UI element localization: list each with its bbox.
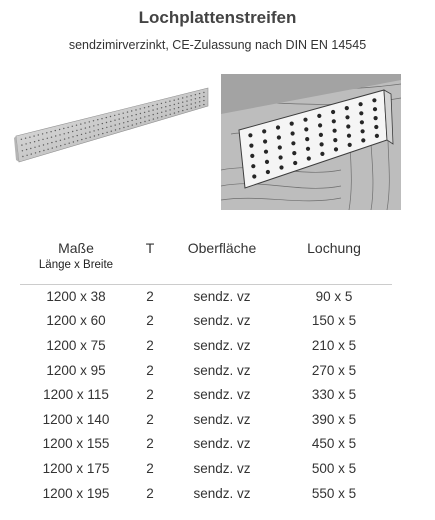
strip-hole: [157, 117, 158, 118]
strip-hole: [47, 138, 48, 139]
strip-hole: [135, 109, 136, 110]
strip-hole: [110, 121, 111, 122]
plate-hole: [347, 134, 351, 138]
table-row: [20, 358, 392, 383]
strip-hole: [165, 115, 166, 116]
cell-thickness: 2: [146, 436, 154, 452]
strip-hole: [144, 116, 145, 117]
strip-hole: [114, 120, 115, 121]
strip-hole: [148, 106, 149, 107]
strip-hole: [110, 126, 111, 127]
plate-hole: [266, 170, 270, 174]
plate-hole: [346, 124, 350, 128]
strip-hole: [22, 156, 23, 157]
strip-hole: [157, 108, 158, 109]
strip-hole: [22, 150, 23, 151]
cell-thickness: 2: [146, 289, 154, 305]
strip-hole: [178, 107, 179, 108]
plate-hole: [276, 125, 280, 129]
strip-hole: [85, 138, 86, 139]
cell-holes: 150 x 5: [311, 313, 357, 329]
plate-hole: [278, 145, 282, 149]
cell-size: 1200 x 195: [42, 485, 110, 501]
plate-hole: [262, 129, 266, 133]
strip-hole: [161, 116, 162, 117]
plate-hole: [359, 111, 363, 115]
plate-hole: [333, 138, 337, 142]
table-row: [20, 333, 392, 358]
strip-hole: [169, 109, 170, 110]
strip-hole: [85, 127, 86, 128]
plate-hole: [249, 144, 253, 148]
strip-hole: [127, 116, 128, 117]
plate-hole: [306, 147, 310, 151]
strip-hole: [106, 132, 107, 133]
strip-hole: [77, 140, 78, 141]
strip-hole: [21, 139, 22, 140]
plate-hole: [333, 129, 337, 133]
plate-hole: [250, 154, 254, 158]
cell-surface: sendz. vz: [193, 387, 251, 403]
strip-hole: [64, 144, 65, 145]
strip-hole: [149, 120, 150, 121]
table-row: [20, 309, 392, 334]
strip-hole: [51, 137, 52, 138]
strip-hole: [190, 95, 191, 96]
cell-surface: sendz. vz: [193, 436, 251, 452]
plate-hole: [248, 133, 252, 137]
strip-hole: [97, 124, 98, 125]
strip-hole: [127, 121, 128, 122]
strip-hole: [195, 102, 196, 103]
strip-hole: [68, 132, 69, 133]
plate-hole: [291, 131, 295, 135]
strip-hole: [182, 110, 183, 111]
strip-hole: [178, 103, 179, 104]
cell-holes: 550 x 5: [311, 485, 357, 501]
strip-hole: [42, 133, 43, 134]
strip-hole: [43, 150, 44, 151]
strip-hole: [72, 126, 73, 127]
strip-hole: [73, 141, 74, 142]
strip-hole: [203, 104, 204, 105]
column-header-surface: Oberfläche: [187, 240, 257, 256]
strip-hole: [89, 131, 90, 132]
cell-thickness: 2: [146, 337, 154, 353]
strip-hole: [153, 114, 154, 115]
strip-hole: [102, 123, 103, 124]
strip-hole: [169, 105, 170, 106]
strip-hole: [127, 111, 128, 112]
strip-hole: [115, 124, 116, 125]
strip-hole: [174, 104, 175, 105]
strip-hole: [174, 108, 175, 109]
strip-hole: [186, 96, 187, 97]
cell-surface: sendz. vz: [193, 337, 251, 353]
strip-hole: [42, 139, 43, 140]
cell-holes: 270 x 5: [311, 362, 357, 378]
strip-hole: [60, 140, 61, 141]
strip-hole: [50, 131, 51, 132]
strip-hole: [165, 106, 166, 107]
strip-hole: [152, 105, 153, 106]
strip-hole: [195, 106, 196, 107]
strip-hole: [178, 98, 179, 99]
strip-hole: [35, 152, 36, 153]
cell-size: 1200 x 155: [42, 436, 110, 452]
cell-surface: sendz. vz: [193, 289, 251, 305]
strip-hole: [165, 102, 166, 103]
strip-hole: [102, 128, 103, 129]
strip-hole: [68, 137, 69, 138]
cell-holes: 390 x 5: [311, 411, 357, 427]
cell-surface: sendz. vz: [193, 411, 251, 427]
strip-hole: [38, 140, 39, 141]
strip-hole: [140, 113, 141, 114]
strip-hole: [169, 101, 170, 102]
strip-hole: [81, 139, 82, 140]
strip-hole: [170, 114, 171, 115]
strip-hole: [191, 99, 192, 100]
strip-hole: [33, 135, 34, 136]
strip-hole: [81, 134, 82, 135]
column-header-size-label: Maße: [58, 240, 94, 256]
cell-surface: sendz. vz: [193, 460, 251, 476]
strip-hole: [115, 129, 116, 130]
strip-hole: [52, 147, 53, 148]
strip-hole: [106, 117, 107, 118]
strip-hole: [84, 122, 85, 123]
plate-hole: [291, 141, 295, 145]
strip-hole: [89, 121, 90, 122]
strip-hole: [157, 104, 158, 105]
column-header-holes: Lochung: [307, 240, 361, 256]
strip-hole: [186, 100, 187, 101]
strip-hole: [131, 115, 132, 116]
strip-hole: [144, 112, 145, 113]
strip-hole: [63, 128, 64, 129]
strip-hole: [119, 128, 120, 129]
cell-holes: 210 x 5: [311, 337, 357, 353]
strip-hole: [64, 133, 65, 134]
cell-size: 1200 x 75: [46, 337, 106, 353]
cell-holes: 450 x 5: [311, 436, 357, 452]
strip-hole: [119, 123, 120, 124]
strip-hole: [174, 100, 175, 101]
strip-hole: [69, 143, 70, 144]
plate-hole: [279, 165, 283, 169]
strip-hole: [123, 117, 124, 118]
strip-hole: [76, 125, 77, 126]
cell-size: 1200 x 60: [46, 313, 106, 329]
strip-hole: [123, 113, 124, 114]
strip-hole: [39, 151, 40, 152]
plate-hole: [345, 115, 349, 119]
strip-hole: [30, 148, 31, 149]
cell-holes: 500 x 5: [311, 460, 357, 476]
cell-thickness: 2: [146, 362, 154, 378]
strip-hole: [93, 120, 94, 121]
strip-hole: [157, 113, 158, 114]
strip-hole: [195, 98, 196, 99]
cell-holes: 330 x 5: [311, 387, 357, 403]
plate-hole: [251, 164, 255, 168]
strip-hole: [127, 126, 128, 127]
strip-hole: [67, 127, 68, 128]
strip-hole: [60, 145, 61, 146]
product-table: [20, 236, 392, 505]
cell-thickness: 2: [146, 313, 154, 329]
strip-hole: [30, 142, 31, 143]
strip-hole: [182, 97, 183, 98]
plate-hole: [265, 160, 269, 164]
strip-hole: [25, 138, 26, 139]
cell-holes: 90 x 5: [315, 289, 353, 305]
strip-hole: [144, 107, 145, 108]
strip-hole: [195, 94, 196, 95]
strip-hole: [26, 149, 27, 150]
strip-hole: [46, 132, 47, 133]
strip-hole: [47, 149, 48, 150]
strip-hole: [55, 141, 56, 142]
strip-hole: [102, 133, 103, 134]
page-subtitle: sendzimirverzinkt, CE-Zulassung nach DIN EN 14545: [68, 38, 367, 52]
strip-hole: [55, 135, 56, 136]
strip-hole: [31, 153, 32, 154]
strip-hole: [136, 123, 137, 124]
strip-hole: [203, 92, 204, 93]
plate-hole: [303, 118, 307, 122]
cell-size: 1200 x 140: [42, 411, 110, 427]
strip-hole: [93, 125, 94, 126]
strip-hole: [101, 118, 102, 119]
strip-hole: [203, 96, 204, 97]
strip-hole: [59, 129, 60, 130]
strip-hole: [131, 120, 132, 121]
strip-hole: [59, 134, 60, 135]
strip-hole: [25, 143, 26, 144]
strip-hole: [34, 147, 35, 148]
strip-hole: [106, 122, 107, 123]
table-row: [20, 407, 392, 432]
plate-hole: [372, 98, 376, 102]
strip-hole: [76, 130, 77, 131]
strip-hole: [182, 106, 183, 107]
plate-hole: [252, 174, 256, 178]
table-row: [20, 382, 392, 407]
cell-thickness: 2: [146, 387, 154, 403]
cell-thickness: 2: [146, 485, 154, 501]
plate-hole: [373, 107, 377, 111]
column-header-thickness: T: [145, 240, 155, 256]
table-row: [20, 456, 392, 481]
plate-hole: [345, 106, 349, 110]
plate-hole: [348, 143, 352, 147]
perforated-strip-image: [12, 80, 212, 166]
strip-hole: [110, 116, 111, 117]
strip-hole: [38, 134, 39, 135]
cell-surface: sendz. vz: [193, 485, 251, 501]
strip-hole: [161, 103, 162, 104]
strip-hole: [85, 133, 86, 134]
strip-hole: [72, 136, 73, 137]
strip-hole: [119, 118, 120, 119]
column-header-size: [20, 236, 132, 284]
strip-hole: [97, 119, 98, 120]
strip-hole: [51, 142, 52, 143]
cell-size: 1200 x 115: [43, 387, 109, 403]
plate-hole: [319, 133, 323, 137]
table-row: [20, 481, 392, 506]
plate-hole: [293, 161, 297, 165]
strip-hole: [140, 117, 141, 118]
strip-hole: [178, 111, 179, 112]
strip-hole: [55, 130, 56, 131]
strip-hole: [186, 105, 187, 106]
plate-hole: [361, 138, 365, 142]
strip-hole: [34, 141, 35, 142]
plate-hole: [334, 147, 338, 151]
strip-hole: [93, 130, 94, 131]
strip-hole: [111, 131, 112, 132]
cell-surface: sendz. vz: [193, 362, 251, 378]
strip-hole: [191, 103, 192, 104]
strip-hole: [140, 122, 141, 123]
strip-hole: [131, 110, 132, 111]
strip-hole: [123, 127, 124, 128]
strip-hole: [89, 126, 90, 127]
plate-hole: [320, 152, 324, 156]
plate-hole: [317, 114, 321, 118]
strip-hole: [191, 108, 192, 109]
strip-hole: [106, 127, 107, 128]
strip-hole: [152, 109, 153, 110]
cell-size: 1200 x 95: [46, 362, 106, 378]
plate-hole: [290, 122, 294, 126]
plate-hole: [305, 137, 309, 141]
cell-size: 1200 x 38: [46, 289, 106, 305]
strip-hole: [80, 123, 81, 124]
strip-hole: [26, 155, 27, 156]
strip-hole: [132, 124, 133, 125]
plate-hole: [320, 142, 324, 146]
table-row: [20, 284, 392, 309]
plate-hole: [374, 125, 378, 129]
strip-hole: [161, 112, 162, 113]
plate-hole: [304, 127, 308, 131]
strip-hole: [123, 122, 124, 123]
strip-hole: [148, 115, 149, 116]
strip-hole: [72, 131, 73, 132]
strip-hole: [182, 102, 183, 103]
plate-hole: [375, 134, 379, 138]
strip-hole: [199, 101, 200, 102]
strip-hole: [174, 112, 175, 113]
plate-hole: [331, 110, 335, 114]
strip-hole: [47, 143, 48, 144]
strip-hole: [148, 111, 149, 112]
page-title: Lochplattenstreifen: [138, 8, 297, 27]
strip-hole: [77, 135, 78, 136]
strip-hole: [39, 145, 40, 146]
plate-hole: [292, 151, 296, 155]
plate-hole: [264, 150, 268, 154]
strip-hole: [136, 119, 137, 120]
strip-hole: [199, 97, 200, 98]
strip-hole: [98, 134, 99, 135]
cell-thickness: 2: [146, 411, 154, 427]
column-header-size-sublabel: Länge x Breite: [38, 259, 114, 271]
strip-hole: [90, 137, 91, 138]
plate-hole: [374, 116, 378, 120]
strip-hole: [56, 146, 57, 147]
strip-hole: [114, 115, 115, 116]
strip-hole: [94, 135, 95, 136]
cell-size: 1200 x 175: [42, 460, 110, 476]
cell-thickness: 2: [146, 460, 154, 476]
plate-hole: [277, 135, 281, 139]
plate-hole: [318, 123, 322, 127]
cell-surface: sendz. vz: [193, 313, 251, 329]
plate-hole: [361, 129, 365, 133]
strip-hole: [21, 144, 22, 145]
strip-hole: [80, 129, 81, 130]
strip-hole: [136, 114, 137, 115]
strip-hole: [43, 144, 44, 145]
plate-hole: [359, 102, 363, 106]
strip-hole: [64, 138, 65, 139]
mounting-illustration: [221, 74, 401, 210]
table-row: [20, 432, 392, 457]
strip-hole: [29, 137, 30, 138]
table-header-row: [20, 236, 392, 284]
plate-hole: [279, 155, 283, 159]
strip-hole: [144, 121, 145, 122]
strip-hole: [165, 110, 166, 111]
strip-hole: [140, 108, 141, 109]
strip-hole: [199, 93, 200, 94]
plate-hole: [263, 139, 267, 143]
strip-hole: [118, 114, 119, 115]
strip-hole: [153, 118, 154, 119]
strip-hole: [186, 109, 187, 110]
plate-hole: [360, 120, 364, 124]
strip-hole: [161, 107, 162, 108]
plate-hole: [307, 156, 311, 160]
strip-hole: [203, 100, 204, 101]
plate-hole: [332, 119, 336, 123]
strip-hole: [98, 129, 99, 130]
strip-hole: [199, 105, 200, 106]
